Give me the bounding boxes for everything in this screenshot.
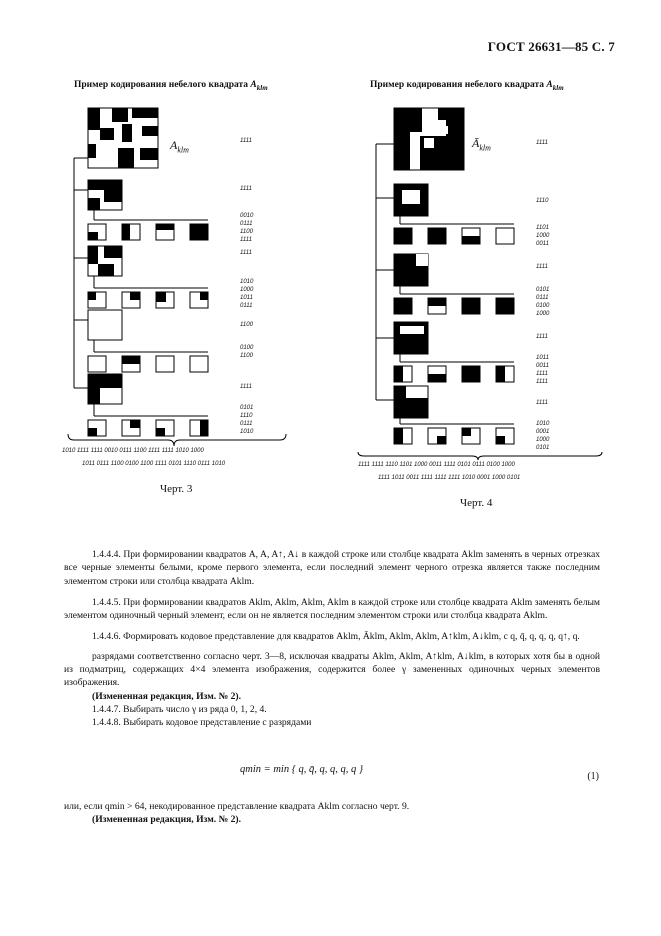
- paragraph-1-4-4-7: 1.4.4.7. Выбирать число γ из ряда 0, 1, 2, 4.: [92, 703, 267, 715]
- code-group: 1101 1000 0011: [536, 225, 550, 247]
- figure-4: [360, 98, 610, 458]
- square-label: $Ā_{klm}$: [472, 136, 491, 153]
- code: 1111: [536, 400, 549, 406]
- figure-3: [60, 98, 300, 478]
- figure-3-row1: 1010 1111 1111 0010 0111 1100 1111 1111 1010 1000: [62, 448, 204, 454]
- figure-3-row2: 1011 0111 1100 0100 1100 1111 0101 1110 0111 1010: [82, 461, 226, 467]
- paragraph-1-4-4-6: 1.4.4.6. Формировать кодовое представление для квадратов Aklm, Āklm, Aklm, Aklm, A↑klm, A↓klm, с q, q̄, q, q, q, q↑, q.: [92, 631, 580, 643]
- code: 1111: [240, 138, 253, 144]
- paragraph-1-4-4-4: 1.4.4.4. При формировании квадратов A, A, A↑, A↓ в каждой строке или столбце квадрата Aklm заменять в черных отрезках все черные элементы белыми, кроме первого элемента, если последний элемент черного отрезка является также последним элементом строки или столбца квадрата Aklm.: [64, 549, 600, 587]
- amendment-note-2: (Измененная редакция, Изм. № 2).: [92, 814, 242, 826]
- code: 1111: [536, 334, 549, 340]
- code: 1100: [240, 322, 253, 328]
- code-group: 1010 1000 1011 0111: [240, 279, 254, 309]
- figure-4-caption: Черт. 4: [460, 497, 493, 509]
- figure-3-diagram: [60, 98, 300, 478]
- figure-4-title: Пример кодирования небелого квадрата $A_{klm}$: [370, 80, 564, 92]
- code-group: 1011 0011 1111 1111: [536, 355, 549, 385]
- paragraph-1-4-4-5: 1.4.4.5. При формировании квадратов Aklm, Aklm, Aklm, Aklm в каждой строке или столбце квадрата Aklm заменять белым элементом одиночный черный элемент, если он не является последним элементом строки или столбца квадрата Aklm.: [64, 596, 600, 622]
- amendment-note: (Измененная редакция, Изм. № 2).: [92, 690, 242, 702]
- code: 1111: [536, 264, 549, 270]
- code: 1111: [240, 250, 253, 256]
- figure-4-row1: 1111 1111 1110 1101 1000 0011 1111 0101 0111 0100 1000: [358, 462, 515, 468]
- code: 1111: [240, 384, 253, 390]
- formula: qmin = min { q, q̄, q, q, q, q }: [240, 764, 364, 775]
- code: 1111: [240, 186, 253, 192]
- paragraph-1-4-4-8: 1.4.4.8. Выбирать кодовое представление с разрядами: [92, 717, 312, 729]
- code-group: 0100 1100: [240, 345, 254, 359]
- code-group: 1010 0001 1000 0101: [536, 421, 550, 451]
- figure-4-row2: 1111 1011 0011 1111 1111 1111 1010 0001 1000 0101: [378, 475, 521, 481]
- figure-4-brace: [356, 450, 606, 460]
- page-header: ГОСТ 26631—85 С. 7: [487, 39, 615, 54]
- paragraph-continuation: разрядами соответственно согласно черт. 3—8, исключая квадраты Aklm, Aklm, A↑klm, A↓klm, в которых хотя бы в одной из подматриц, содержащих 4×4 элемента изображения, содержится более γ замененных одиночных черных элементов изображения.: [64, 650, 600, 689]
- body-text: [64, 548, 600, 730]
- code-group: 0101 1110 0111 1010: [240, 405, 254, 435]
- figure-3-title: Пример кодирования небелого квадрата $A_{klm}$: [74, 80, 268, 92]
- figure-3-caption: Черт. 3: [160, 483, 193, 495]
- code-group: 0101 0111 0100 1000: [536, 287, 550, 317]
- equation-number: (1): [587, 771, 599, 782]
- body-text-end: [64, 800, 600, 827]
- paragraph-end: или, если qmin > 64, некодированное представление квадрата Aklm согласно черт. 9.: [64, 801, 410, 812]
- square-label: $A_{klm}$: [170, 138, 189, 155]
- code: 1111: [536, 140, 549, 146]
- code-group: 0010 0111 1100 1111: [240, 213, 254, 243]
- code: 1110: [536, 198, 549, 204]
